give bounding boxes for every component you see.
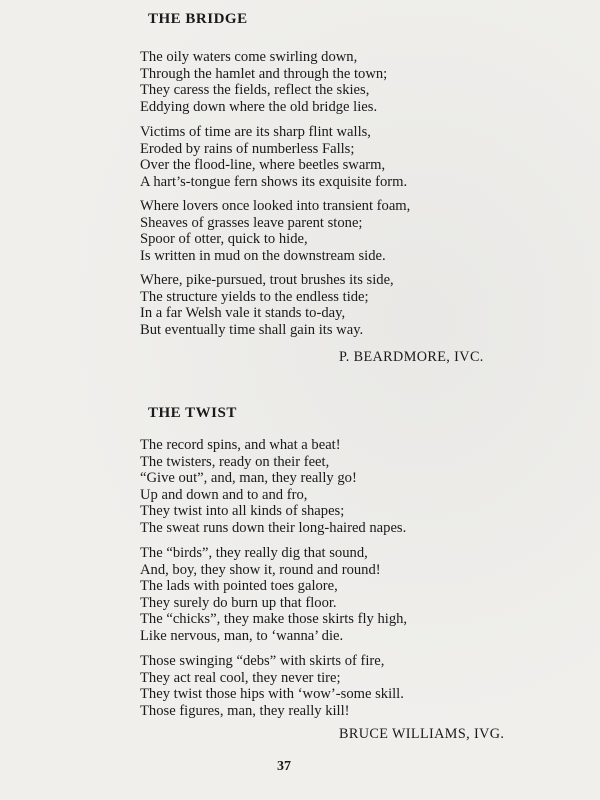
bridge-stanza-2 [140, 124, 407, 190]
poem-line: They caress the fields, reflect the skies, [140, 82, 370, 99]
poem-line: And, boy, they show it, round and round! [140, 561, 381, 578]
poem-line: They surely do burn up that floor. [140, 594, 337, 611]
poem-title-twist: THE TWIST [148, 405, 237, 421]
poem-line: Is written in mud on the downstream side. [140, 247, 386, 264]
poem-line: Victims of time are its sharp flint walls, [140, 124, 371, 140]
poem-line: The twisters, ready on their feet, [140, 453, 330, 470]
poem-line: Where lovers once looked into transient foam, [140, 198, 411, 214]
poem-line: Sheaves of grasses leave parent stone; [140, 214, 363, 231]
poem-line: They twist those hips with ‘wow’-some skill. [140, 686, 404, 703]
poem-line: The record spins, and what a beat! [140, 437, 341, 453]
twist-stanza-3 [140, 653, 404, 719]
poem-author-twist: BRUCE WILLIAMS, IVG. [339, 726, 505, 742]
page-number: 37 [277, 759, 291, 774]
poem-line: They twist into all kinds of shapes; [140, 503, 345, 520]
poem-line: The structure yields to the endless tide; [140, 288, 369, 305]
bridge-stanza-4 [140, 272, 394, 338]
poem-line: Eroded by rains of numberless Falls; [140, 140, 355, 157]
poem-line: Eddying down where the old bridge lies. [140, 98, 378, 115]
twist-stanza-2 [140, 545, 407, 645]
poem-line: The sweat runs down their long-haired napes. [140, 519, 407, 536]
poem-line: The oily waters come swirling down, [140, 49, 358, 65]
poem-line: Over the flood-line, where beetles swarm, [140, 157, 386, 174]
poem-line: The lads with pointed toes galore, [140, 578, 338, 595]
twist-stanza-1 [140, 437, 406, 537]
poem-line: Those figures, man, they really kill! [140, 702, 350, 719]
poem-line: Spoor of otter, quick to hide, [140, 231, 308, 248]
bridge-stanza-3 [140, 198, 410, 264]
poem-line: But eventually time shall gain its way. [140, 321, 364, 338]
poem-line: Like nervous, man, to ‘wanna’ die. [140, 627, 344, 644]
poem-line: The “chicks”, they make those skirts fly high, [140, 611, 408, 628]
poem-line: Through the hamlet and through the town; [140, 65, 388, 82]
poem-line: The “birds”, they really dig that sound, [140, 545, 368, 561]
poem-line: Where, pike-pursued, trout brushes its side, [140, 272, 394, 288]
poem-line: Those swinging “debs” with skirts of fire, [140, 653, 385, 669]
poem-line: Up and down and to and fro, [140, 486, 308, 503]
poem-line: In a far Welsh vale it stands to-day, [140, 305, 346, 322]
bridge-stanza-1 [140, 49, 387, 115]
poem-line: “Give out”, and, man, they really go! [140, 470, 357, 487]
poem-line: They act real cool, they never tire; [140, 669, 341, 686]
poem-line: A hart’s-tongue fern shows its exquisite form. [140, 173, 408, 190]
poem-title-bridge: THE BRIDGE [148, 11, 248, 27]
poem-author-bridge: P. BEARDMORE, IVC. [339, 349, 484, 365]
